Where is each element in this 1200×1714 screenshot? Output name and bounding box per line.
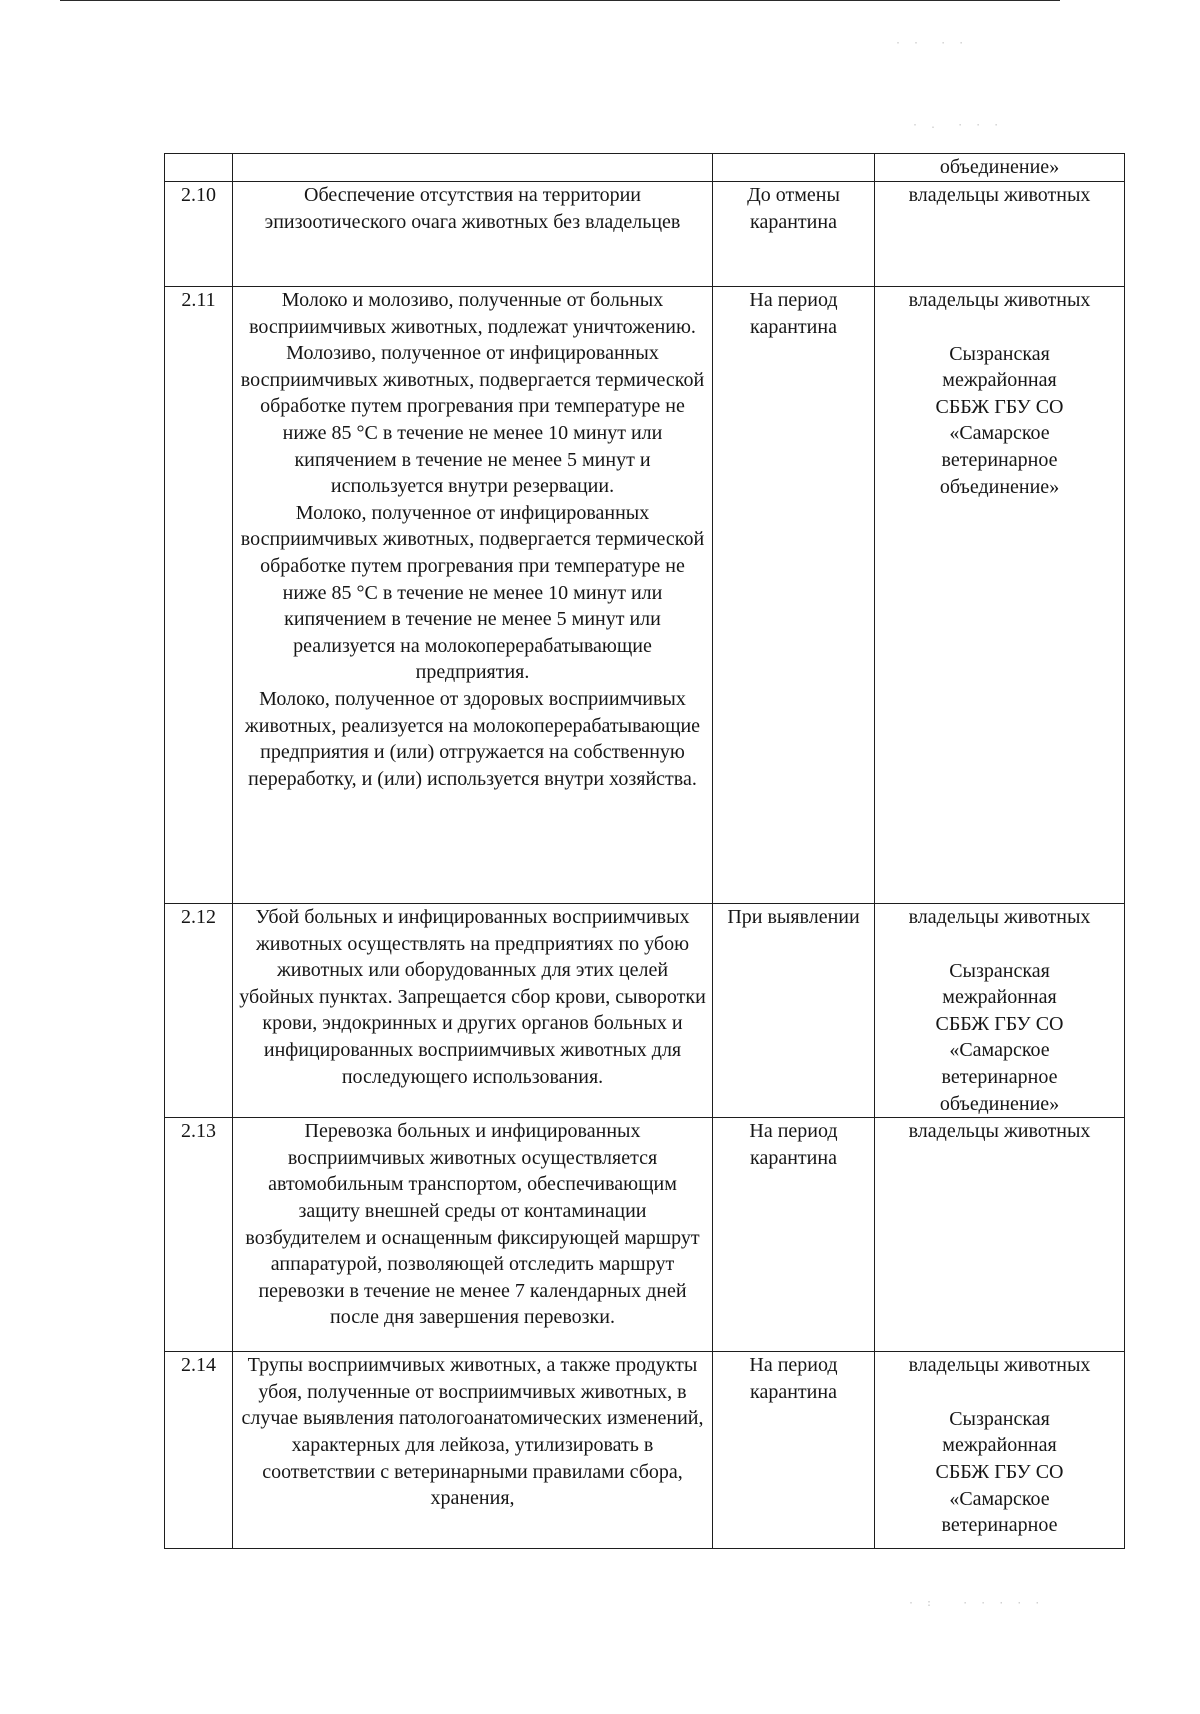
table-row [165, 287, 1125, 904]
responsible-line: Сызранская [949, 959, 1050, 982]
row-number: 2.14 [165, 1352, 233, 1549]
term-text: На период карантина [749, 1120, 838, 1169]
responsible-line: межрайонная [942, 1434, 1057, 1457]
term-text: На период карантина [749, 289, 838, 338]
table-row [165, 904, 1125, 1118]
responsible-line: ветеринарное [941, 1065, 1058, 1088]
row-responsible [875, 1352, 1125, 1549]
responsible-line: СББЖ ГБУ СО [935, 395, 1064, 418]
row-description [233, 1118, 713, 1352]
table-row [165, 182, 1125, 287]
responsible-line: объединение» [939, 1092, 1060, 1115]
responsible-line: владельцы животных [908, 906, 1091, 928]
responsible-line: «Самарское [949, 422, 1050, 445]
responsible-line: «Самарское [949, 1487, 1050, 1510]
row-number: 2.11 [165, 287, 233, 904]
table-row [165, 154, 1125, 182]
term-text: До отмены карантина [747, 184, 840, 233]
responsible-line: межрайонная [942, 986, 1057, 1009]
term-text: На период карантина [749, 1354, 838, 1403]
row-description [233, 287, 713, 904]
responsible-line: ветеринарное [941, 448, 1058, 471]
responsible-line: объединение» [939, 475, 1060, 498]
responsible-line: владельцы животных [908, 184, 1091, 206]
responsible-line: СББЖ ГБУ СО [935, 1012, 1064, 1035]
description-paragraph: Перевозка больных и инфицированных восприимчивых животных осуществляется автомобильным транспортом, обеспечивающим защиту внешней среды от контаминации возбудителем и оснащенным фиксирующей маршрут аппаратурой, позволяющей отследить маршрут перевозки в течение не менее 7 календарных дней после дня завершения перевозки. [245, 1120, 700, 1329]
row-description [233, 1352, 713, 1549]
row-description [233, 182, 713, 287]
row-responsible [875, 1118, 1125, 1352]
scan-speckle: · . · · · [912, 120, 1003, 131]
row-responsible [875, 182, 1125, 287]
table-row [165, 1352, 1125, 1549]
responsible-line: владельцы животных [908, 1354, 1091, 1377]
description-paragraph: Трупы восприимчивых животных, а также продукты убоя, полученные от восприимчивых животных, в случае выявления патологоанатомических изменений, характерных для лейкоза, утилизировать в соответствии с ветеринарными правилами сбора, хранения, [241, 1354, 704, 1510]
measures-table [164, 153, 1125, 1549]
row-description [233, 154, 713, 182]
responsible-line: Сызранская [949, 1407, 1050, 1430]
table-row [165, 1118, 1125, 1352]
scan-speckle: · : · · · · · [908, 1598, 1044, 1609]
description-paragraph: Молоко и молозиво, полученные от больных восприимчивых животных, подлежат уничтожению. Молозиво, полученное от инфицированных восприимчивых животных, подвергается термической обработке путем прогревания при температуре не ниже 85 °С в течение не менее 10 минут или кипячением в течение не менее 5 минут и используется внутри резервации. [240, 289, 705, 498]
row-responsible [875, 154, 1125, 182]
row-term [713, 182, 875, 287]
description-paragraph: Убой больных и инфицированных восприимчивых животных осуществлять на предприятиях по убою животных или оборудованных для этих целей убойных пунктах. Запрещается сбор крови, сыворотки крови, эндокринных и других органов больных и инфицированных восприимчивых животных для последующего использования. [239, 906, 706, 1088]
responsible-line: ветеринарное [941, 1514, 1058, 1537]
responsible-line: владельцы животных [908, 1120, 1091, 1143]
row-term [713, 287, 875, 904]
row-number: 2.13 [165, 1118, 233, 1352]
page-top-edge-line [60, 0, 1060, 1]
description-paragraph: Молоко, полученное от инфицированных восприимчивых животных, подвергается термической обработке путем прогревания при температуре не ниже 85 °С в течение не менее 10 минут или кипячением в течение не менее 5 минут или реализуется на молокоперерабатывающие предприятия. [240, 501, 705, 684]
row-term [713, 154, 875, 182]
term-text: При выявлении [727, 906, 860, 928]
description-paragraph: Молоко, полученное от здоровых восприимчивых животных, реализуется на молокоперерабатывающие предприятия и (или) отгружается на собственную переработку, и (или) используется внутри хозяйства. [244, 687, 701, 790]
row-term [713, 904, 875, 1118]
row-responsible [875, 904, 1125, 1118]
row-number: 2.12 [165, 904, 233, 1118]
responsible-line: межрайонная [942, 369, 1057, 392]
responsible-line: Сызранская [949, 342, 1050, 365]
scan-speckle: · · · · [895, 38, 968, 49]
responsible-line: «Самарское [949, 1039, 1050, 1062]
row-number: 2.10 [165, 182, 233, 287]
row-description [233, 904, 713, 1118]
responsible-line: объединение» [939, 156, 1060, 178]
row-number [165, 154, 233, 182]
responsible-line: владельцы животных [908, 289, 1091, 311]
responsible-line: СББЖ ГБУ СО [935, 1460, 1064, 1483]
row-term [713, 1352, 875, 1549]
row-responsible [875, 287, 1125, 904]
description-paragraph: Обеспечение отсутствия на территории эпизоотического очага животных без владельцев [264, 184, 681, 233]
row-term [713, 1118, 875, 1352]
